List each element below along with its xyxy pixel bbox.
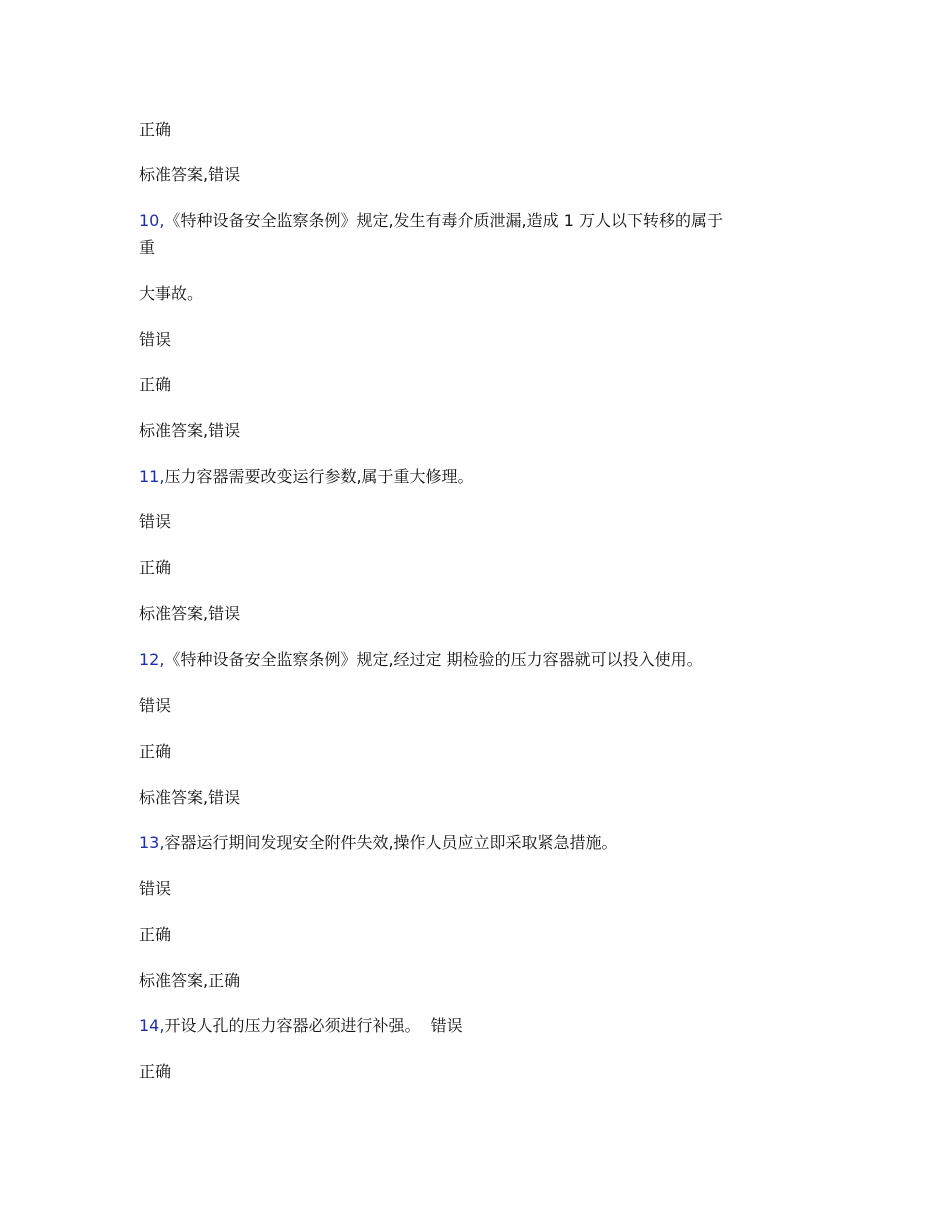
standard-answer: 标准答案,错误 bbox=[139, 421, 241, 440]
answer-option: 正确 bbox=[139, 558, 172, 577]
question-text: 压力容器需要改变运行参数,属于重大修理。 bbox=[164, 467, 474, 486]
answer-option: 正确 bbox=[139, 925, 172, 944]
answer-option: 正确 bbox=[139, 120, 172, 139]
question-text: 开设人孔的压力容器必须进行补强。 错误 bbox=[164, 1016, 463, 1035]
answer-option: 错误 bbox=[139, 879, 172, 898]
question-number: 14, bbox=[139, 1016, 165, 1035]
question-10-continued: 大事故。 bbox=[139, 284, 204, 303]
question-11 bbox=[139, 465, 819, 489]
question-text: 容器运行期间发现安全附件失效,操作人员应立即采取紧急措施。 bbox=[164, 833, 618, 852]
answer-option: 错误 bbox=[139, 330, 172, 349]
answer-option: 错误 bbox=[139, 696, 172, 715]
question-14 bbox=[139, 1014, 819, 1038]
question-13 bbox=[139, 831, 819, 855]
question-number: 11, bbox=[139, 467, 165, 486]
standard-answer: 标准答案,正确 bbox=[139, 971, 241, 990]
question-10 bbox=[139, 209, 819, 233]
question-text: 《特种设备安全监察条例》规定,发生有毒介质泄漏,造成 1 万人以下转移的属于 bbox=[164, 211, 723, 230]
question-text: 《特种设备安全监察条例》规定,经过定 期检验的压力容器就可以投入使用。 bbox=[164, 650, 703, 669]
standard-answer: 标准答案,错误 bbox=[139, 165, 241, 184]
answer-option: 正确 bbox=[139, 375, 172, 394]
standard-answer: 标准答案,错误 bbox=[139, 604, 241, 623]
question-number: 12, bbox=[139, 650, 165, 669]
question-10-continued: 重 bbox=[139, 238, 156, 257]
question-number: 10, bbox=[139, 211, 165, 230]
answer-option: 正确 bbox=[139, 742, 172, 761]
question-number: 13, bbox=[139, 833, 165, 852]
answer-option: 正确 bbox=[139, 1062, 172, 1081]
standard-answer: 标准答案,错误 bbox=[139, 788, 241, 807]
answer-option: 错误 bbox=[139, 512, 172, 531]
question-12 bbox=[139, 648, 819, 672]
